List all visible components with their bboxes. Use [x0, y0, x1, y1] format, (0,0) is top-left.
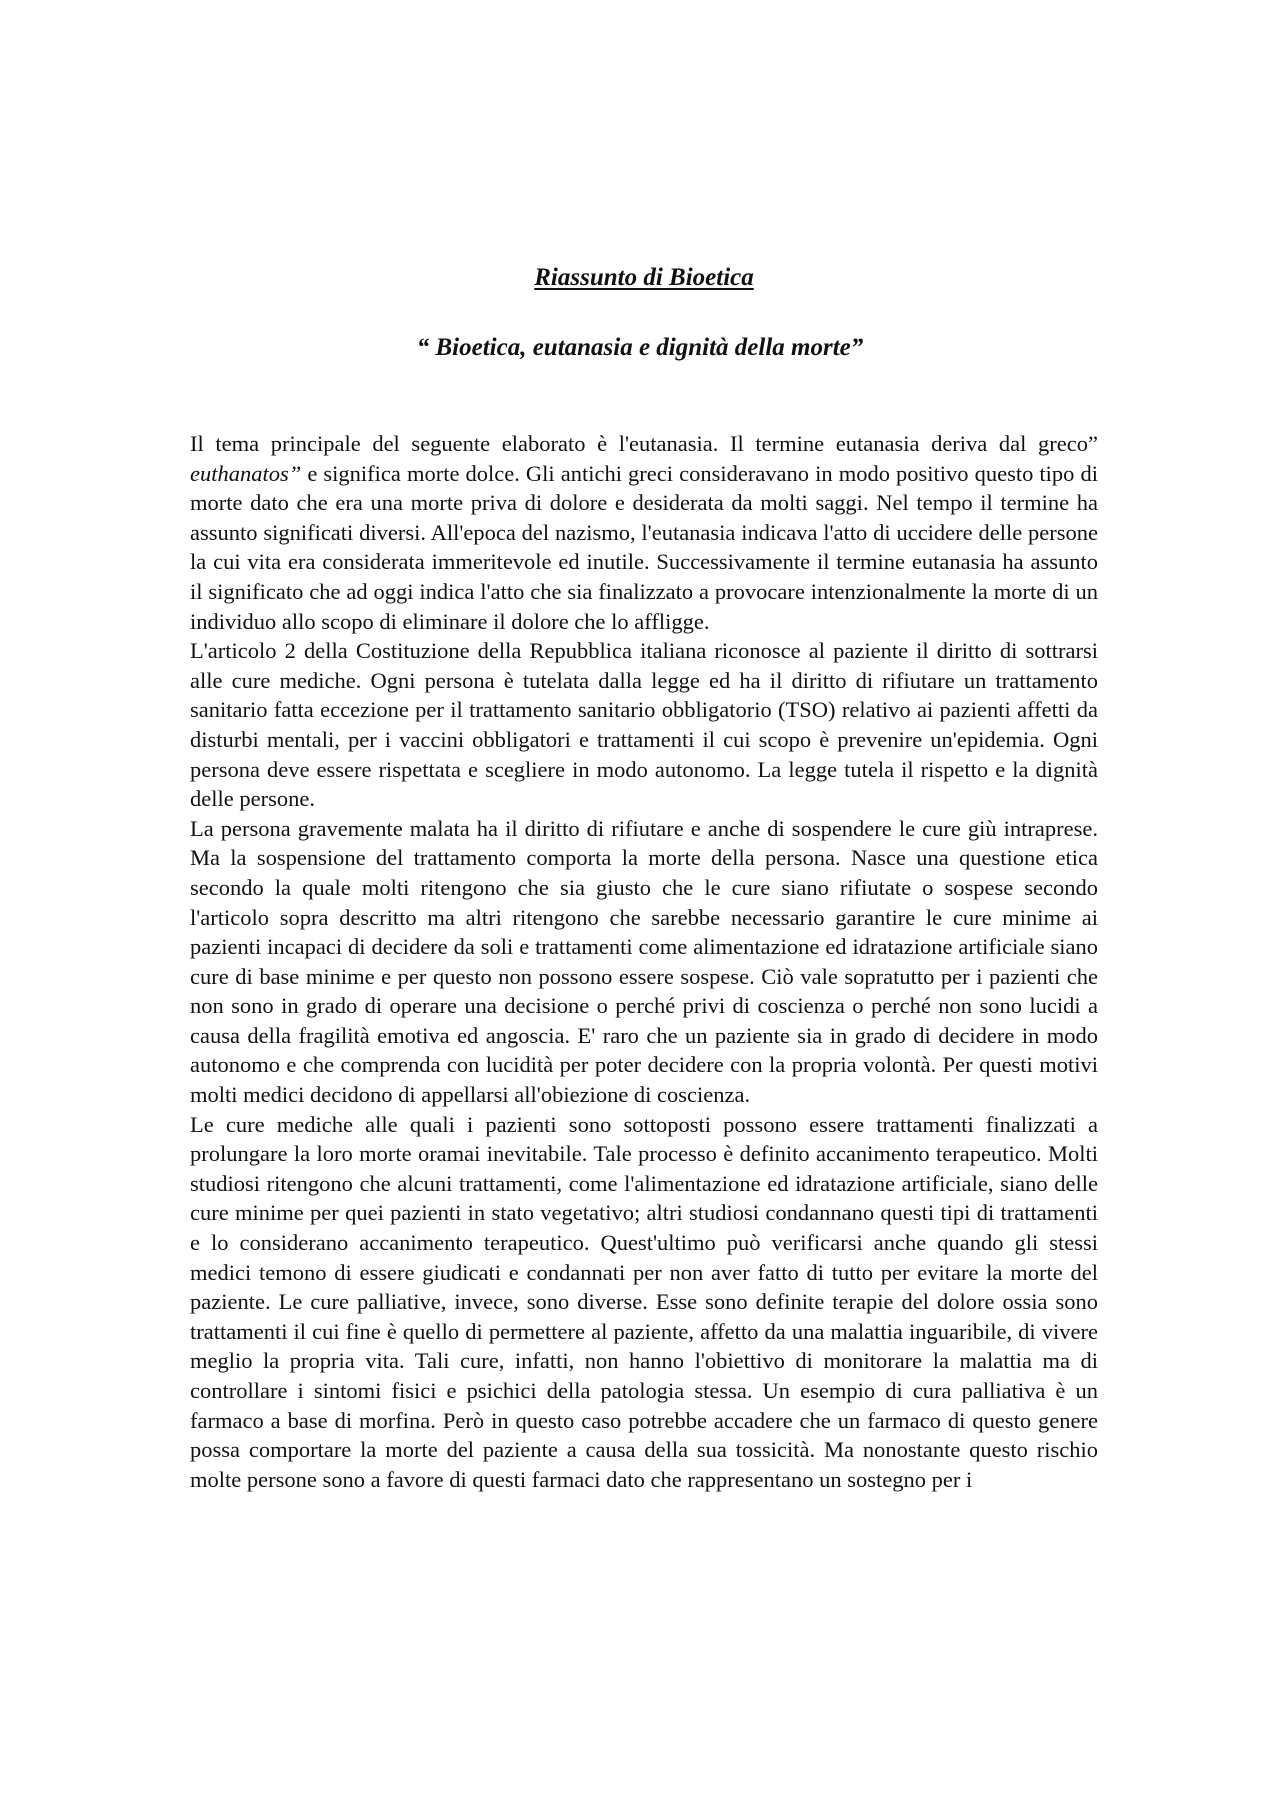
- paragraph-1-italic-term: euthanatos”: [190, 460, 302, 486]
- paragraph-1: [190, 429, 1098, 636]
- document-subtitle: “ Bioetica, eutanasia e dignità della morte”: [416, 334, 864, 361]
- paragraph-1-part-2: e significa morte dolce. Gli antichi greci consideravano in modo positivo questo tipo di morte dato che era una morte priva di dolore e desiderata da molti saggi. Nel tempo il termine ha assunto significati diversi. All'epoca del nazismo, l'eutanasia indicava l'atto di uccidere delle persone la cui vita era considerata immeritevole ed inutile. Successivamente il termine eutanasia ha assunto il significato che ad oggi indica l'atto che sia finalizzato a provocare intenzionalmente la morte di un individuo allo scopo di eliminare il dolore che lo affligge.: [190, 460, 1098, 634]
- paragraph-2: L'articolo 2 della Costituzione della Repubblica italiana riconosce al paziente il diritto di sottrarsi alle cure mediche. Ogni persona è tutelata dalla legge ed ha il diritto di rifiutare un trattamento sanitario fatta eccezione per il trattamento sanitario obbligatorio (TSO) relativo ai pazienti affetti da disturbi mentali, per i vaccini obbligatori e trattamenti il cui scopo è prevenire un'epidemia. Ogni persona deve essere rispettata e scegliere in modo autonomo. La legge tutela il rispetto e la dignità delle persone.: [190, 638, 1098, 812]
- document-body: [190, 429, 1098, 1494]
- paragraph-4: Le cure mediche alle quali i pazienti sono sottoposti possono essere trattamenti finalizzati a prolungare la loro morte oramai inevitabile. Tale processo è definito accanimento terapeutico. Molti studiosi ritengono che alcuni trattamenti, come l'alimentazione ed idratazione artificiale, siano delle cure minime per quei pazienti in stato vegetativo; altri studiosi condannano questi tipi di trattamenti e lo considerano accanimento terapeutico. Quest'ultimo può verificarsi anche quando gli stessi medici temono di essere giudicati e condannati per non aver fatto di tutto per evitare la morte del paziente. Le cure palliative, invece, sono diverse. Esse sono definite terapie del dolore ossia sono trattamenti il cui fine è quello di permettere al paziente, affetto da una malattia inguaribile, di vivere meglio la propria vita. Tali cure, infatti, non hanno l'obiettivo di monitorare la malattia ma di controllare i sintomi fisici e psichici della patologia stessa. Un esempio di cura palliativa è un farmaco a base di morfina. Però in questo caso potrebbe accadere che un farmaco di questo genere possa comportare la morte del paziente a causa della sua tossicità. Ma nonostante questo rischio molte persone sono a favore di questi farmaci dato che rappresentano un sostegno per i: [190, 1111, 1098, 1492]
- paragraph-1-part-1: Il tema principale del seguente elaborato è l'eutanasia. Il termine eutanasia deriva dal greco”: [190, 431, 1098, 456]
- document-title: [0, 262, 1280, 294]
- paragraph-3: La persona gravemente malata ha il diritto di rifiutare e anche di sospendere le cure giù intraprese. Ma la sospensione del trattamento comporta la morte della persona. Nasce una questione etica secondo la quale molti ritengono che sia giusto che le cure siano rifiutate o sospese secondo l'articolo sopra descritto ma altri ritengono che sarebbe necessario garantire le cure minime ai pazienti incapaci di decidere da soli e trattamenti come alimentazione ed idratazione artificiale siano cure di base minime e per questo non possono essere sospese. Ciò vale sopratutto per i pazienti che non sono in grado di operare una decisione o perché privi di coscienza o perché non sono lucidi a causa della fragilità emotiva ed angoscia. E' raro che un paziente sia in grado di decidere in modo autonomo e che comprenda con lucidità per poter decidere con la propria volontà. Per questi motivi molti medici decidono di appellarsi all'obiezione di coscienza.: [190, 815, 1098, 1108]
- document-title-text: Riassunto di Bioetica: [534, 264, 754, 291]
